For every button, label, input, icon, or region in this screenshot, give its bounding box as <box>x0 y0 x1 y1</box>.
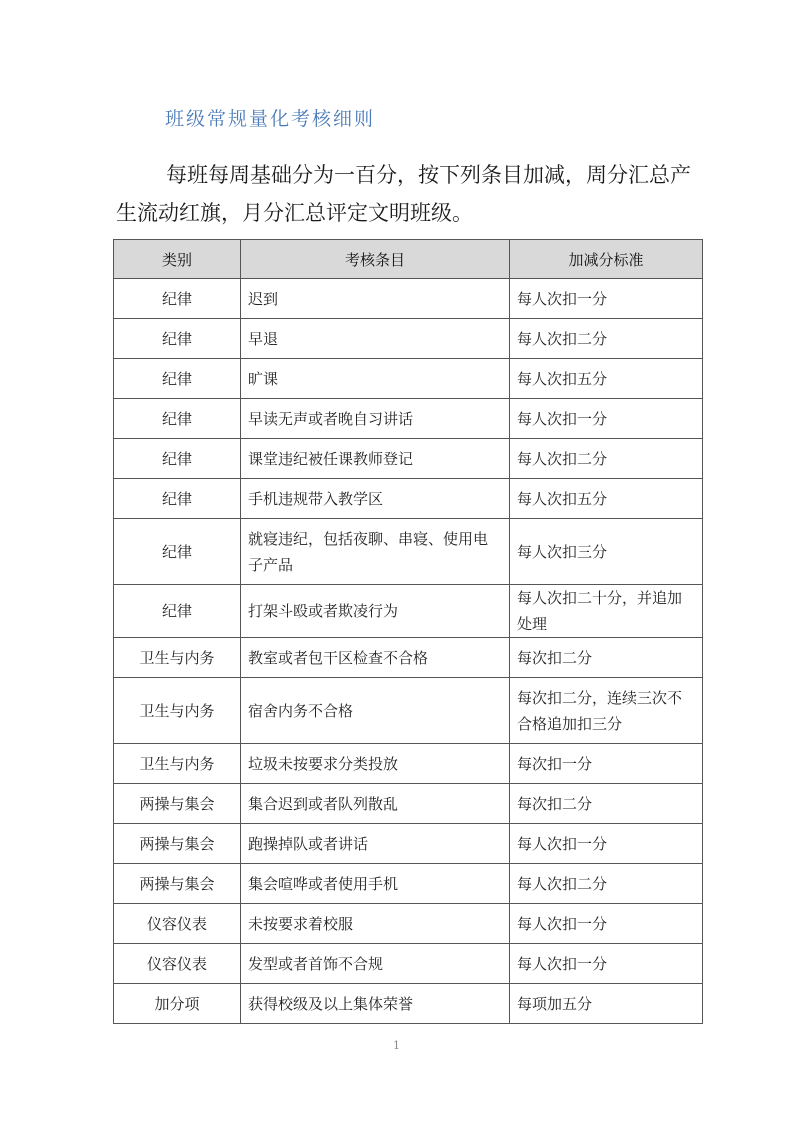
header-standard: 加减分标准 <box>510 240 703 279</box>
row-item: 迟到 <box>241 279 510 319</box>
table-row <box>114 279 703 319</box>
row-category: 两操与集会 <box>114 864 241 904</box>
row-category: 卫生与内务 <box>114 744 241 784</box>
row-standard: 每人次扣一分 <box>510 824 703 864</box>
row-standard: 每项加五分 <box>510 984 703 1024</box>
row-category: 纪律 <box>114 585 241 638</box>
header-item: 考核条目 <box>241 240 510 279</box>
row-standard: 每人次扣一分 <box>510 279 703 319</box>
row-item: 跑操掉队或者讲话 <box>241 824 510 864</box>
row-category: 纪律 <box>114 359 241 399</box>
row-category: 仪容仪表 <box>114 904 241 944</box>
row-category: 两操与集会 <box>114 824 241 864</box>
row-standard: 每人次扣一分 <box>510 904 703 944</box>
row-standard: 每人次扣一分 <box>510 399 703 439</box>
table-row <box>114 359 703 399</box>
table-row <box>114 904 703 944</box>
row-item: 手机违规带入教学区 <box>241 479 510 519</box>
row-item: 教室或者包干区检查不合格 <box>241 638 510 678</box>
table-row <box>114 638 703 678</box>
row-item: 就寝违纪，包括夜聊、串寝、使用电子产品 <box>241 519 510 585</box>
row-item: 垃圾未按要求分类投放 <box>241 744 510 784</box>
row-item: 获得校级及以上集体荣誉 <box>241 984 510 1024</box>
header-category: 类别 <box>114 240 241 279</box>
row-category: 卫生与内务 <box>114 638 241 678</box>
table-row <box>114 479 703 519</box>
row-category: 仪容仪表 <box>114 944 241 984</box>
table-row <box>114 678 703 744</box>
intro-paragraph: 每班每周基础分为一百分，按下列条目加减，周分汇总产生流动红旗，月分汇总评定文明班级。 <box>116 163 691 225</box>
row-standard: 每人次扣五分 <box>510 359 703 399</box>
table-row <box>114 944 703 984</box>
document-title: 班级常规量化考核细则 <box>165 108 376 130</box>
row-category: 纪律 <box>114 399 241 439</box>
row-item: 课堂违纪被任课教师登记 <box>241 439 510 479</box>
row-standard: 每次扣二分 <box>510 638 703 678</box>
row-standard: 每人次扣五分 <box>510 479 703 519</box>
row-standard: 每人次扣一分 <box>510 944 703 984</box>
row-category: 纪律 <box>114 479 241 519</box>
table-row <box>114 784 703 824</box>
row-category: 卫生与内务 <box>114 678 241 744</box>
row-item: 发型或者首饰不合规 <box>241 944 510 984</box>
row-category: 纪律 <box>114 519 241 585</box>
row-item: 集会喧哗或者使用手机 <box>241 864 510 904</box>
table-row <box>114 744 703 784</box>
row-category: 加分项 <box>114 984 241 1024</box>
table-header-row <box>114 240 703 279</box>
row-item: 集合迟到或者队列散乱 <box>241 784 510 824</box>
table-row <box>114 439 703 479</box>
table-row <box>114 585 703 638</box>
row-item: 未按要求着校服 <box>241 904 510 944</box>
rules-table <box>113 239 703 1024</box>
row-item: 早退 <box>241 319 510 359</box>
row-standard: 每人次扣二分 <box>510 439 703 479</box>
row-item: 宿舍内务不合格 <box>241 678 510 744</box>
row-standard: 每次扣一分 <box>510 744 703 784</box>
row-item: 打架斗殴或者欺凌行为 <box>241 585 510 638</box>
row-category: 纪律 <box>114 279 241 319</box>
row-standard: 每人次扣二分 <box>510 864 703 904</box>
table-row <box>114 319 703 359</box>
row-standard: 每人次扣三分 <box>510 519 703 585</box>
row-category: 纪律 <box>114 319 241 359</box>
row-standard: 每人次扣二十分，并追加处理 <box>510 585 703 638</box>
page-number: 1 <box>393 1039 400 1052</box>
row-item: 旷课 <box>241 359 510 399</box>
row-category: 纪律 <box>114 439 241 479</box>
table-row <box>114 824 703 864</box>
table-row <box>114 399 703 439</box>
row-standard: 每次扣二分，连续三次不合格追加扣三分 <box>510 678 703 744</box>
row-item: 早读无声或者晚自习讲话 <box>241 399 510 439</box>
table-row <box>114 864 703 904</box>
table-row <box>114 519 703 585</box>
row-standard: 每次扣二分 <box>510 784 703 824</box>
row-category: 两操与集会 <box>114 784 241 824</box>
table-row <box>114 984 703 1024</box>
row-standard: 每人次扣二分 <box>510 319 703 359</box>
